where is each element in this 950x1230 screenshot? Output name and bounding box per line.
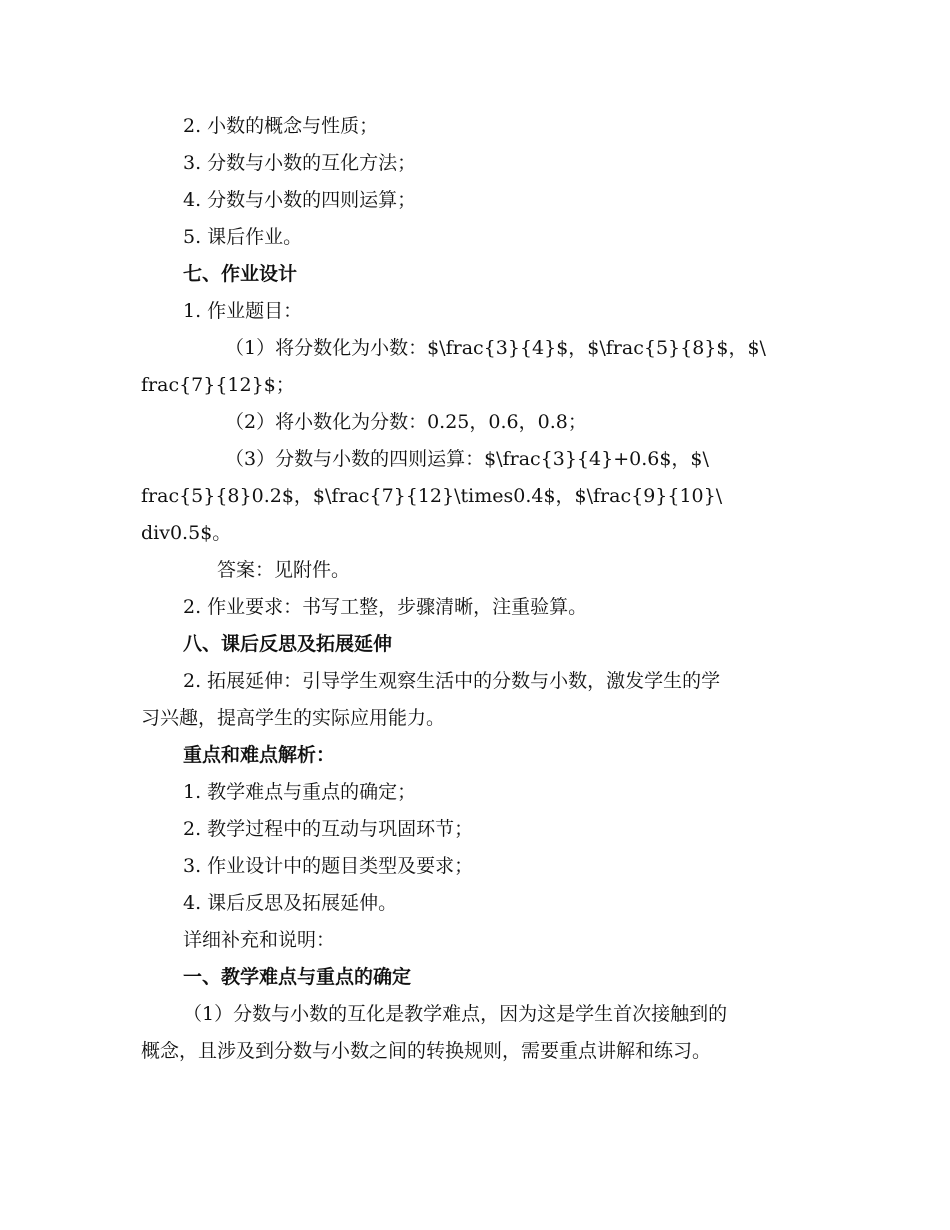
homework-item-3: （3）分数与小数的四则运算：$\frac{3}{4}+0.6$，$\	[225, 448, 709, 470]
list-item-5: 5. 课后作业。	[183, 226, 303, 248]
section-heading-1: 一、教学难点与重点的确定	[183, 966, 412, 988]
key-point-4: 4. 课后反思及拓展延伸。	[183, 892, 398, 914]
homework-requirement: 2. 作业要求：书写工整，步骤清晰，注重验算。	[183, 596, 588, 618]
key-point-2: 2. 教学过程中的互动与巩固环节；	[183, 818, 474, 840]
details-heading: 详细补充和说明：	[183, 929, 336, 951]
homework-item-3-cont2: div0.5$。	[141, 522, 232, 544]
key-point-1: 1. 教学难点与重点的确定；	[183, 781, 417, 803]
list-item-4: 4. 分数与小数的四则运算；	[183, 189, 417, 211]
section-heading-8: 八、课后反思及拓展延伸	[183, 633, 393, 655]
list-item-2: 2. 小数的概念与性质；	[183, 115, 379, 137]
extension-paragraph-cont: 习兴趣，提高学生的实际应用能力。	[141, 707, 446, 729]
section-heading-7: 七、作业设计	[183, 263, 298, 285]
detail-paragraph-cont: 概念，且涉及到分数与小数之间的转换规则，需要重点讲解和练习。	[141, 1040, 712, 1062]
extension-paragraph: 2. 拓展延伸：引导学生观察生活中的分数与小数，激发学生的学	[183, 670, 721, 692]
homework-item-3-cont: frac{5}{8}0.2$，$\frac{7}{12}\times0.4$，$\frac{9}{10}\	[141, 485, 723, 507]
homework-item-2: （2）将小数化为分数：0.25，0.6，0.8；	[225, 411, 587, 433]
key-points-heading: 重点和难点解析：	[183, 744, 336, 766]
homework-item-1-cont: frac{7}{12}$；	[141, 374, 295, 396]
detail-paragraph: （1）分数与小数的互化是教学难点，因为这是学生首次接触到的	[183, 1003, 728, 1025]
list-item-3: 3. 分数与小数的互化方法；	[183, 152, 417, 174]
homework-item-1: （1）将分数化为小数：$\frac{3}{4}$，$\frac{5}{8}$，$\	[225, 337, 766, 359]
answer-note: 答案：见附件。	[217, 559, 351, 581]
homework-title: 1. 作业题目：	[183, 300, 303, 322]
key-point-3: 3. 作业设计中的题目类型及要求；	[183, 855, 474, 877]
